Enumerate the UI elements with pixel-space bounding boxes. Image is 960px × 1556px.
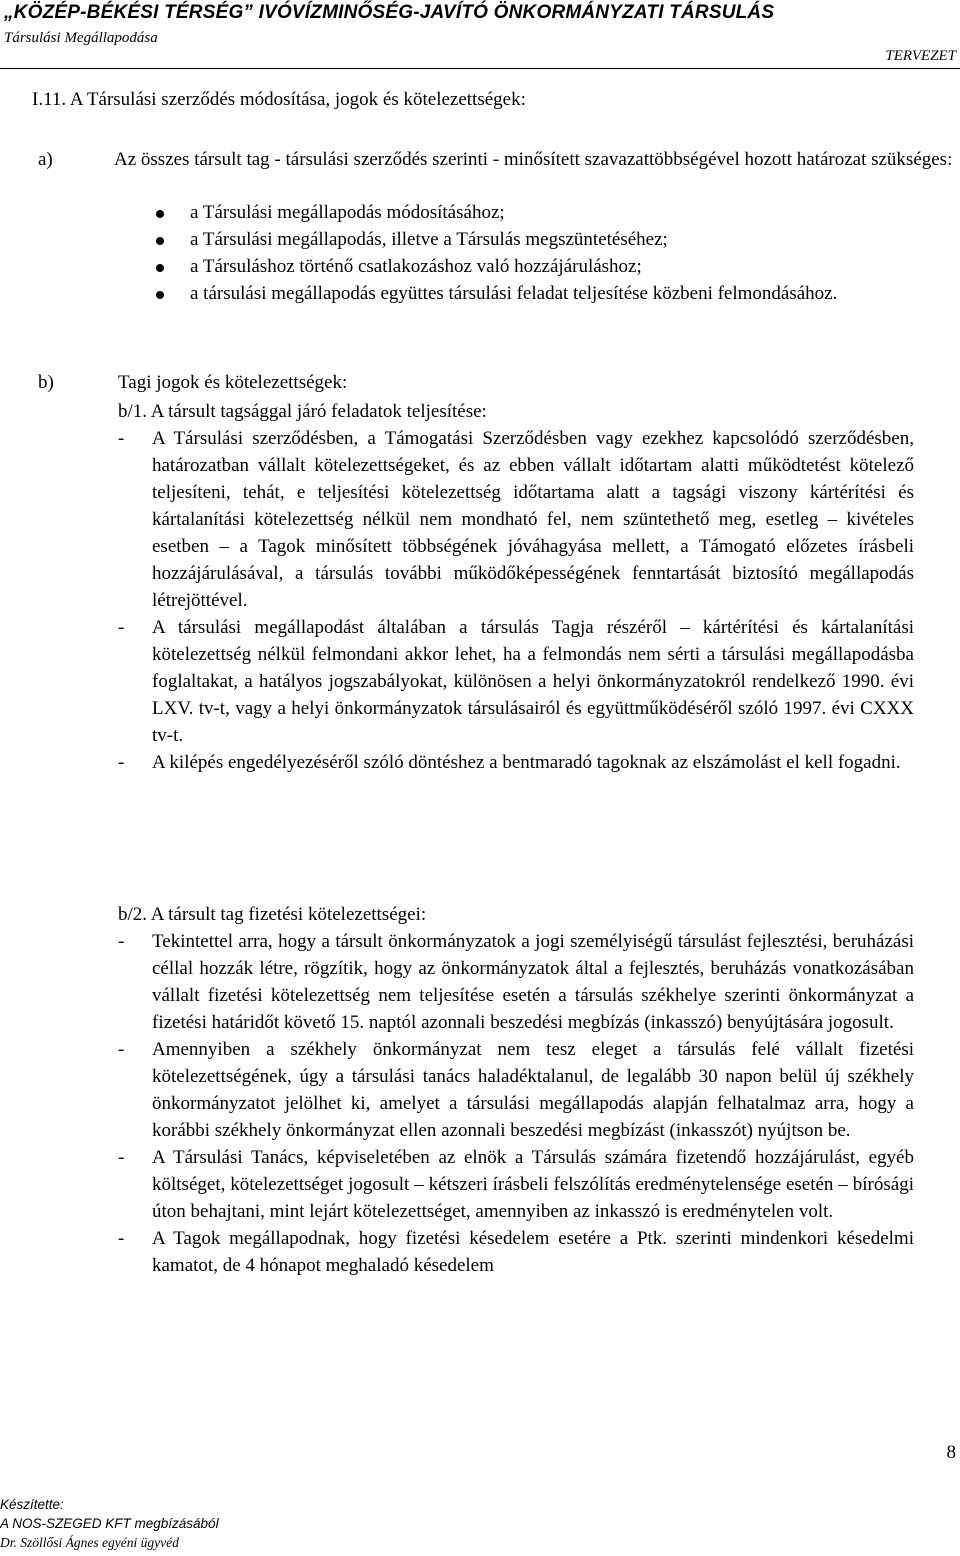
paragraph-a-intro: Az összes társult tag - társulási szerződés szerinti - minősített szavazattöbbségével hozott határozat szükséges: xyxy=(114,149,953,170)
bullet-text: a Társulási megállapodás módosításához; xyxy=(190,202,505,223)
dash-marker: - xyxy=(118,617,125,638)
dash-marker: - xyxy=(118,752,125,773)
subsection-b2-list xyxy=(0,928,960,1279)
subsection-b1-list xyxy=(0,425,960,776)
bullet-icon xyxy=(156,291,164,299)
dash-marker: - xyxy=(118,428,125,449)
list-item-text: A társulási megállapodást általában a társulás Tagja részéről – kártérítési és kártalanítási kötelezettség nélkül felmondani akkor lehet, ha a felmondás nem sérti a társulási megállapodásba foglaltakat, a hatályos jogszabályokat, különösen a helyi önkormányzatokról rendelkező 1990. évi LXV. tv-t, vagy a helyi önkormányzatok társulásairól és együttműködéséről szóló 1997. évi CXXX tv-t. xyxy=(152,617,914,746)
bullet-item xyxy=(0,226,953,253)
page-footer xyxy=(0,1495,219,1552)
list-item-text: Amennyiben a székhely önkormányzat nem tesz eleget a társulás felé vállalt fizetési kötelezettségének, úgy a társulási tanács haladéktalanul, de legalább 30 napon belül új székhely önkormányzatot jelölhet ki, amelyet a társulási megállapodás alapján felhatalmaz arra, hogy a korábbi székhely önkormányzat ellen azonnali beszedési megbízást (inkasszót) nyújtson be. xyxy=(152,1039,914,1141)
list-item-text: A Társulási szerződésben, a Támogatási Szerződésben vagy ezekhez kapcsolódó szerződésben, határozatban vállalt kötelezettségeket, és az ebben vállalt időtartam alatti működtetést kötelező teljesíteni, tehát, e teljesítési kötelezettség időtartama alatt a tagsági viszony kártérítési és kártalanítási kötelezettség nélkül nem mondható fel, nem szüntethető meg, esetleg – kivételes esetben – a Tagok minősített többségének jóváhagyása mellett, a Támogató előzetes írásbeli hozzájárulásával, a társulás további működőképességének fenntartását biztosító megállapodás létrejöttével. xyxy=(152,428,914,611)
footer-commissioned-by: A NOS-SZEGED KFT megbízásából xyxy=(0,1516,219,1531)
subsection-b1-title: b/1. A társult tagsággal járó feladatok teljesítése: xyxy=(118,401,487,422)
bullet-item xyxy=(0,253,953,280)
header-document-name: Társulási Megállapodása xyxy=(4,30,158,46)
list-item xyxy=(0,928,914,1036)
list-item xyxy=(0,1144,914,1225)
footer-prepared-by: Készítette: xyxy=(0,1497,64,1512)
list-item xyxy=(0,749,914,776)
list-item xyxy=(0,425,914,614)
section-title: I.11. A Társulási szerződés módosítása, jogok és kötelezettségek: xyxy=(32,89,526,110)
bullet-icon xyxy=(156,264,164,272)
bullet-item xyxy=(0,199,953,226)
dash-marker: - xyxy=(118,1228,125,1249)
dash-marker: - xyxy=(118,1039,125,1060)
bullet-item xyxy=(0,280,953,307)
list-item-text: A kilépés engedélyezéséről szóló döntéshez a bentmaradó tagoknak az elszámolást el kell fogadni. xyxy=(152,752,901,773)
bullet-icon xyxy=(156,237,164,245)
subsection-b2-title: b/2. A társult tag fizetési kötelezettségei: xyxy=(118,904,427,925)
dash-marker: - xyxy=(118,1147,125,1168)
list-item xyxy=(0,1225,914,1279)
paragraph-b-title: Tagi jogok és kötelezettségek: xyxy=(118,372,348,393)
header-divider xyxy=(0,68,960,69)
header-status: TERVEZET xyxy=(885,48,956,64)
paragraph-a-label: a) xyxy=(38,149,53,170)
list-item-text: Tekintettel arra, hogy a társult önkormányzatok a jogi személyiségű társulást fejlesztési, beruházási céllal hozzák létre, rögzítik, hogy az önkormányzatok által a fejlesztés, beruházás vonatkozásában vállalt fizetési kötelezettség nem teljesítése esetén a társulás székhelye szerinti önkormányzat a fizetési határidőt követő 15. naptól azonnali beszedési megbízás (inkasszó) benyújtására jogosult. xyxy=(152,931,914,1033)
bullet-text: a társulási megállapodás együttes társulási feladat teljesítése közbeni felmondásához. xyxy=(190,283,838,304)
footer-author: Dr. Szöllősi Ágnes egyéni ügyvéd xyxy=(0,1535,179,1550)
paragraph-b-label: b) xyxy=(38,372,54,393)
list-item xyxy=(0,1036,914,1144)
bullet-text: a Társuláshoz történő csatlakozáshoz való hozzájáruláshoz; xyxy=(190,256,642,277)
list-item xyxy=(0,614,914,749)
paragraph-b-heading xyxy=(38,369,347,396)
list-item-text: A Tagok megállapodnak, hogy fizetési késedelem esetére a Ptk. szerinti mindenkori késedelmi kamatot, de 4 hónapot meghaladó késedelem xyxy=(152,1228,914,1276)
dash-marker: - xyxy=(118,931,125,952)
paragraph-a xyxy=(38,146,956,173)
header-organization: „KÖZÉP-BÉKÉSI TÉRSÉG” IVÓVÍZMINŐSÉG-JAVÍTÓ ÖNKORMÁNYZATI TÁRSULÁS xyxy=(4,2,775,23)
bullet-text: a Társulási megállapodás, illetve a Társulás megszüntetéséhez; xyxy=(190,229,668,250)
bullet-icon xyxy=(156,210,164,218)
list-item-text: A Társulási Tanács, képviseletében az elnök a Társulás számára fizetendő hozzájárulást, egyéb költséget, kötelezettséget jogosult – kétszeri írásbeli felszólítás eredménytelensége esetén – bírósági úton behajtani, mint lejárt kötelezettséget, amennyiben az inkasszó is eredménytelen volt. xyxy=(152,1147,914,1222)
paragraph-a-bullet-list xyxy=(0,199,960,307)
page-number: 8 xyxy=(946,1442,956,1463)
